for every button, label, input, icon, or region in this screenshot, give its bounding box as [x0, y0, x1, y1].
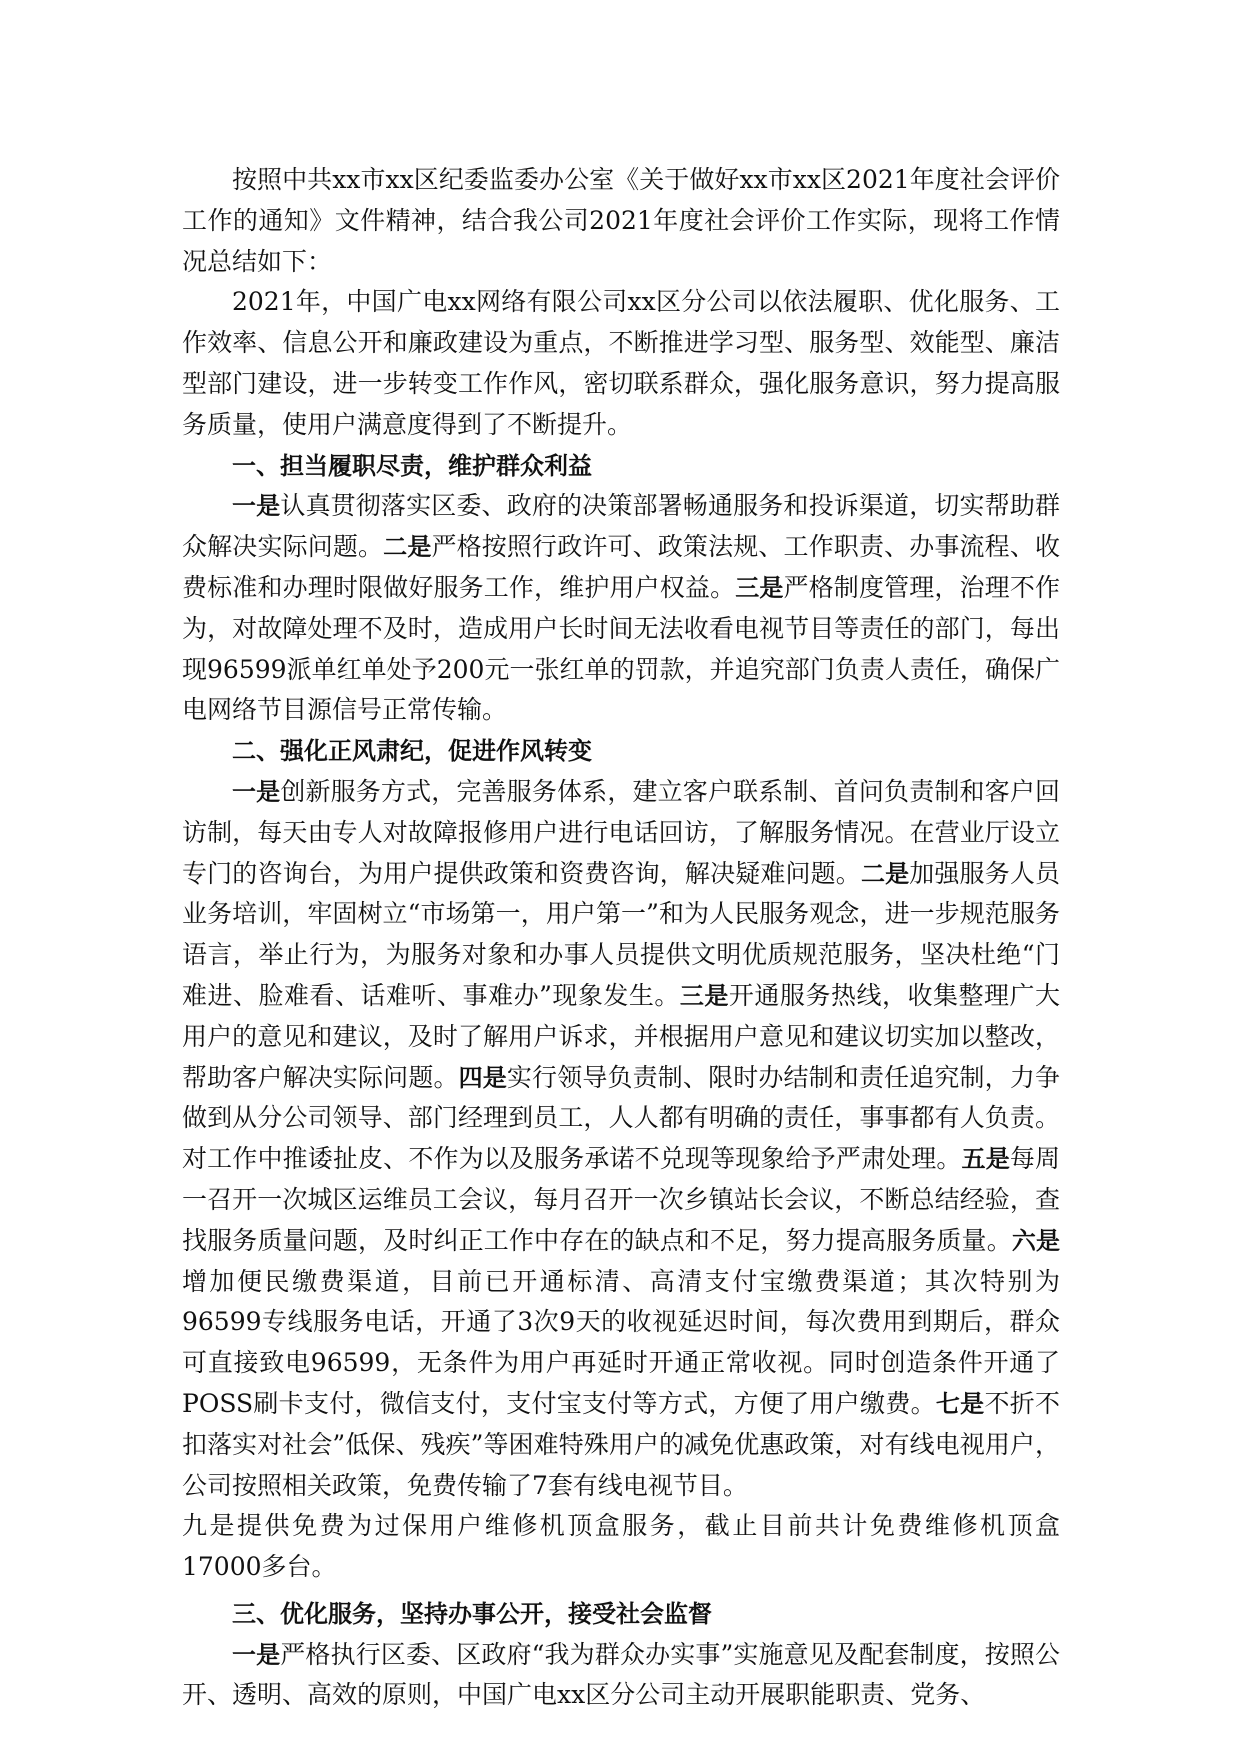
- intro-paragraph-2: 2021年，中国广电xx网络有限公司xx区分公司以依法履职、优化服务、工作效率、信息公开和廉政建设为重点，不断推进学习型、服务型、效能型、廉洁型部门建设，进一步转变工作作风，密切联系群众，强化服务意识，努力提高服务质量，使用户满意度得到了不断提升。: [182, 287, 1060, 439]
- lead-marker: 二是: [383, 533, 432, 562]
- lead-marker: 六是: [1011, 1226, 1060, 1255]
- lead-marker: 一是: [232, 777, 281, 806]
- lead-marker: 一是: [232, 1640, 281, 1669]
- section-3-heading: 三、优化服务，坚持办事公开，接受社会监督: [232, 1599, 712, 1628]
- section-1-text-1: 认真贯彻落实区委、政府的决策部署畅通服务和投诉渠道，切实帮助群众解决实际问题。: [182, 491, 1060, 562]
- section-2-text-2: 加强服务人员业务培训，牢固树立“市场第一，用户第一”和为人民服务观念，进一步规范服务语言，举止行为，为服务对象和办事人员提供文明优质规范服务，坚决杜绝“门难进、脸难看、话难听、事难办”现象发生。: [182, 858, 1060, 1010]
- lead-marker: 一是: [232, 492, 281, 521]
- section-1-text-3: 严格制度管理，治理不作为，对故障处理不及时，造成用户长时间无法收看电视节目等责任的部门，每出现96599派单红单处予200元一张红单的罚款，并追究部门负责人责任，确保广电网络节目源信号正常传输。: [182, 572, 1060, 725]
- lead-marker: 二是: [860, 859, 910, 888]
- section-2-text-3: 开通服务热线，收集整理广大用户的意见和建议，及时了解用户诉求，并根据用户意见和建议切实加以整改，帮助客户解决实际问题。: [182, 980, 1060, 1092]
- lead-marker: 七是: [935, 1389, 985, 1418]
- intro-paragraph-1: 按照中共xx市xx区纪委监委办公室《关于做好xx市xx区2021年度社会评价工作的通知》文件精神，结合我公司2021年度社会评价工作实际，现将工作情况总结如下：: [182, 165, 1060, 276]
- section-1-heading: 一、担当履职尽责，维护群众利益: [232, 451, 592, 480]
- section-3-text-1: 严格执行区委、区政府“我为群众办实事”实施意见及配套制度，按照公开、透明、高效的原则，中国广电xx区分公司主动开展职能职责、党务、: [182, 1639, 1060, 1710]
- section-2-text-1: 创新服务方式，完善服务体系，建立客户联系制、首问负责制和客户回访制，每天由专人对故障报修用户进行电话回访，了解服务情况。在营业厅设立专门的咨询台，为用户提供政策和资费咨询，解决疑难问题。: [182, 776, 1060, 888]
- section-2-text-6: 增加便民缴费渠道，目前已开通标清、高清支付宝缴费渠道；其次特别为96599专线服务电话，开通了3次9天的收视延迟时间，每次费用到期后，群众可直接致电96599，无条件为用户再延时开通正常收视。同时创造条件开通了POSS刷卡支付，微信支付，支付宝支付等方式，方便了用户缴费。: [182, 1266, 1060, 1418]
- section-2-body: [182, 772, 1060, 1506]
- section-1-text-2: 严格按照行政许可、政策法规、工作职责、办事流程、收费标准和办理时限做好服务工作，维护用户权益。: [182, 532, 1060, 602]
- section-2-extra: 九是提供免费为过保用户维修机顶盒服务，截止目前共计免费维修机顶盒17000多台。: [182, 1511, 1060, 1582]
- lead-marker: 三是: [735, 573, 784, 602]
- lead-marker: 五是: [961, 1145, 1010, 1174]
- section-3-body: [182, 1635, 1060, 1717]
- lead-marker: 三是: [679, 981, 729, 1010]
- section-2-text-5: 每周一召开一次城区运维员工会议，每月召开一次乡镇站长会议，不断总结经验，查找服务质量问题，及时纠正工作中存在的缺点和不足，努力提高服务质量。: [182, 1144, 1060, 1255]
- section-2-heading: 二、强化正风肃纪，促进作风转变: [232, 737, 592, 766]
- lead-marker: 四是: [458, 1063, 507, 1092]
- document-page: [182, 160, 1060, 1716]
- section-2-text-7: 不折不扣落实对社会”低保、残疾”等困难特殊用户的减免优惠政策，对有线电视用户，公司按照相关政策，免费传输了7套有线电视节目。: [182, 1388, 1060, 1500]
- section-2-text-4: 实行领导负责制、限时办结制和责任追究制，力争做到从分公司领导、部门经理到员工，人人都有明确的责任，事事都有人负责。对工作中推诿扯皮、不作为以及服务承诺不兑现等现象给予严肃处理。: [182, 1062, 1060, 1174]
- section-1-body: [182, 486, 1060, 731]
